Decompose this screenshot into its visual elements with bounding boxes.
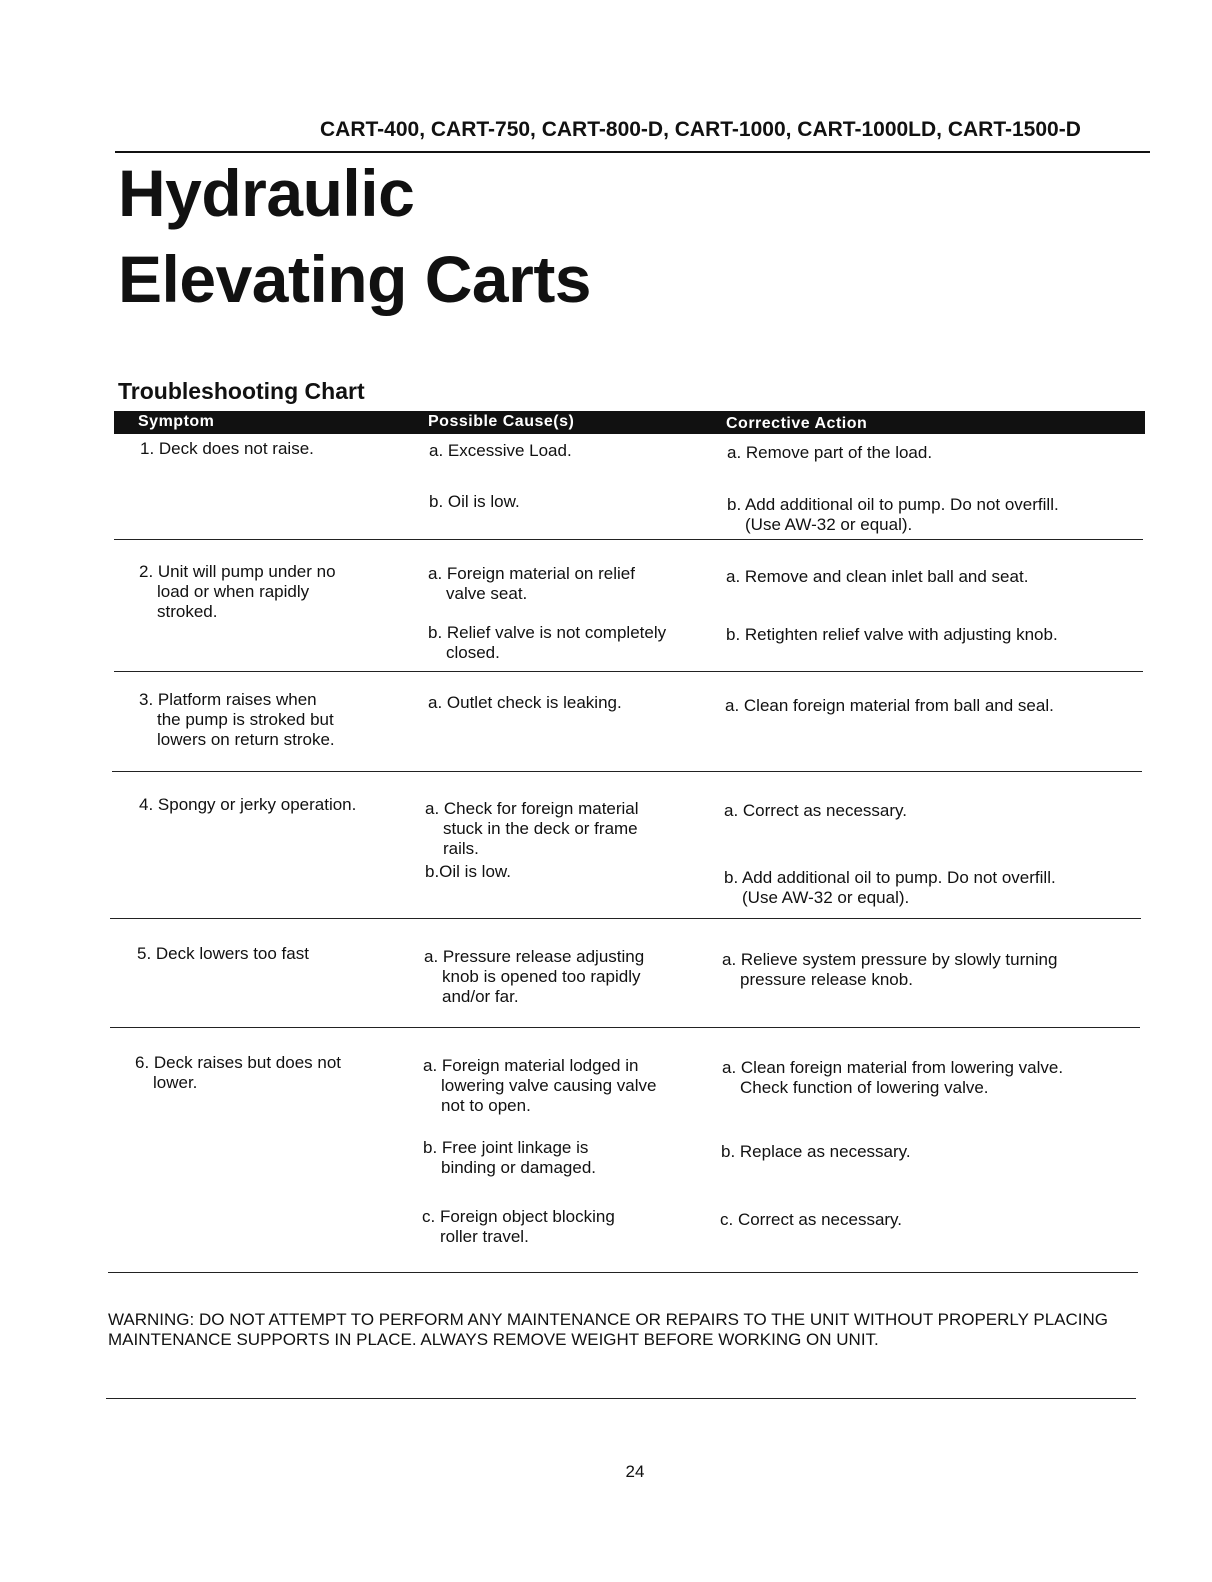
row-6-action-a-line-2: Check function of lowering valve. — [740, 1078, 989, 1097]
warning-notice — [108, 1310, 1138, 1350]
warning-line-2: MAINTENANCE SUPPORTS IN PLACE. ALWAYS REMOVE WEIGHT BEFORE WORKING ON UNIT. — [108, 1330, 879, 1349]
row-3-symptom-line-2: the pump is stroked but — [157, 710, 334, 729]
row-2-cause-a-line-2: valve seat. — [446, 584, 528, 603]
row-5-action-a — [722, 950, 1057, 990]
row-4-cause-b — [425, 862, 511, 882]
row-2-symptom — [139, 562, 336, 622]
row-3-symptom — [139, 690, 335, 750]
column-header-symptom: Symptom — [138, 413, 215, 430]
row-1-action-a — [727, 443, 932, 463]
row-divider — [110, 918, 1141, 919]
row-divider — [110, 1027, 1140, 1028]
row-6-cause-a — [423, 1056, 656, 1116]
row-4-action-a — [724, 801, 907, 821]
row-5-cause-a-line-2: knob is opened too rapidly — [442, 967, 641, 986]
page-number: 24 — [625, 1462, 645, 1481]
row-5-symptom — [137, 944, 309, 964]
row-6-cause-c-line-1: c. Foreign object blocking — [422, 1207, 615, 1226]
row-1-cause-b — [429, 492, 520, 512]
row-6-cause-a-line-3: not to open. — [441, 1096, 531, 1115]
row-1-symptom-line-1: 1. Deck does not raise. — [140, 439, 314, 458]
row-2-action-b-line-1: b. Retighten relief valve with adjusting knob. — [726, 625, 1058, 644]
row-3-symptom-line-3: lowers on return stroke. — [157, 730, 335, 749]
row-6-symptom-line-1: 6. Deck raises but does not — [135, 1053, 342, 1072]
row-2-cause-b-line-2: closed. — [446, 643, 500, 662]
row-1-cause-a — [429, 441, 572, 461]
row-2-symptom-line-3: stroked. — [157, 602, 218, 621]
row-divider — [114, 539, 1143, 540]
row-1-action-b-line-1: b. Add additional oil to pump. Do not overfill. — [727, 495, 1059, 514]
row-6-cause-c — [422, 1207, 615, 1247]
row-6-cause-b-line-2: binding or damaged. — [441, 1158, 597, 1177]
row-4-action-b-line-1: b. Add additional oil to pump. Do not overfill. — [724, 868, 1056, 887]
row-6-action-a — [722, 1058, 1063, 1098]
row-5-cause-a-line-1: a. Pressure release adjusting — [424, 947, 645, 966]
row-3-symptom-line-1: 3. Platform raises when — [139, 690, 317, 709]
chart-heading: Troubleshooting Chart — [118, 378, 365, 404]
row-2-cause-b-line-1: b. Relief valve is not completely — [428, 623, 667, 642]
row-5-symptom-line-1: 5. Deck lowers too fast — [137, 944, 309, 963]
column-header-action: Corrective Action — [726, 415, 868, 432]
row-4-cause-b-line-1: b.Oil is low. — [425, 862, 511, 881]
page-title-line-1: Hydraulic — [118, 156, 415, 230]
page-title — [118, 150, 591, 322]
row-6-action-b-line-1: b. Replace as necessary. — [721, 1142, 911, 1161]
row-6-cause-b — [423, 1138, 596, 1178]
row-divider — [114, 671, 1143, 672]
row-5-cause-a-line-3: and/or far. — [442, 987, 519, 1006]
row-4-symptom-line-1: 4. Spongy or jerky operation. — [139, 795, 357, 814]
row-6-action-b — [721, 1142, 911, 1162]
row-6-symptom — [135, 1053, 341, 1093]
row-6-cause-c-line-2: roller travel. — [440, 1227, 529, 1246]
row-4-symptom — [139, 795, 356, 815]
row-3-action-a-line-1: a. Clean foreign material from ball and seal. — [725, 696, 1054, 715]
row-1-cause-a-line-1: a. Excessive Load. — [429, 441, 572, 460]
row-2-cause-b — [428, 623, 666, 663]
row-1-cause-b-line-1: b. Oil is low. — [429, 492, 520, 511]
row-4-cause-a-line-2: stuck in the deck or frame — [443, 819, 638, 838]
row-1-action-b-line-2: (Use AW-32 or equal). — [745, 515, 913, 534]
row-2-symptom-line-1: 2. Unit will pump under no — [139, 562, 336, 581]
table-bottom-rule — [108, 1272, 1138, 1273]
row-6-action-c — [720, 1210, 902, 1230]
row-2-symptom-line-2: load or when rapidly — [157, 582, 310, 601]
row-2-action-b — [726, 625, 1058, 645]
row-6-cause-a-line-1: a. Foreign material lodged in — [423, 1056, 639, 1075]
row-6-action-c-line-1: c. Correct as necessary. — [720, 1210, 903, 1229]
row-6-symptom-line-2: lower. — [153, 1073, 198, 1092]
row-1-action-a-line-1: a. Remove part of the load. — [727, 443, 933, 462]
row-4-action-b — [724, 868, 1056, 908]
column-header-cause: Possible Cause(s) — [428, 413, 575, 430]
row-3-action-a — [725, 696, 1054, 716]
row-divider — [112, 771, 1142, 772]
table-header — [114, 411, 1145, 434]
row-3-cause-a — [428, 693, 622, 713]
row-2-action-a-line-1: a. Remove and clean inlet ball and seat. — [726, 567, 1029, 586]
row-1-action-b — [727, 495, 1059, 535]
row-6-action-a-line-1: a. Clean foreign material from lowering valve. — [722, 1058, 1064, 1077]
row-6-cause-b-line-1: b. Free joint linkage is — [423, 1138, 589, 1157]
row-3-cause-a-line-1: a. Outlet check is leaking. — [428, 693, 622, 712]
warning-line-1: WARNING: DO NOT ATTEMPT TO PERFORM ANY MAINTENANCE OR REPAIRS TO THE UNIT WITHOUT PROPERLY PLACING — [108, 1310, 1109, 1329]
row-1-symptom — [140, 439, 314, 459]
row-5-action-a-line-1: a. Relieve system pressure by slowly turning — [722, 950, 1058, 969]
page-title-line-2: Elevating Carts — [118, 242, 591, 316]
row-4-cause-a-line-1: a. Check for foreign material — [425, 799, 639, 818]
footer-rule — [106, 1398, 1136, 1399]
row-4-action-b-line-2: (Use AW-32 or equal). — [742, 888, 910, 907]
row-4-cause-a-line-3: rails. — [443, 839, 479, 858]
row-2-cause-a — [428, 564, 635, 604]
row-2-action-a — [726, 567, 1028, 587]
row-5-action-a-line-2: pressure release knob. — [740, 970, 913, 989]
row-5-cause-a — [424, 947, 644, 1007]
row-2-cause-a-line-1: a. Foreign material on relief — [428, 564, 635, 583]
row-6-cause-a-line-2: lowering valve causing valve — [441, 1076, 657, 1095]
model-list: CART-400, CART-750, CART-800-D, CART-1000, CART-1000LD, CART-1500-D — [320, 118, 1081, 141]
row-4-action-a-line-1: a. Correct as necessary. — [724, 801, 907, 820]
row-4-cause-a — [425, 799, 639, 859]
